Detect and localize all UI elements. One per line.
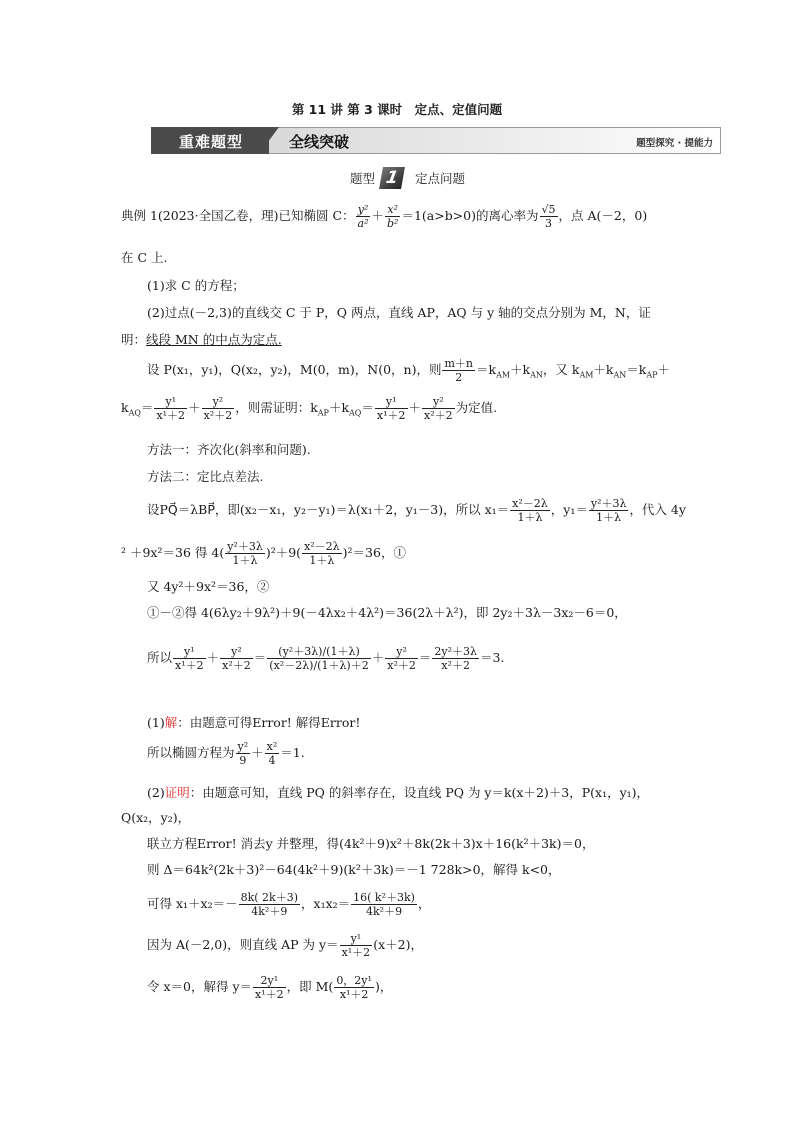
line: (1)求 C 的方程；: [147, 278, 245, 293]
line: 可得 x₁＋x₂＝－ $\frac{8k( 2k+3)}{\text{4k²＋9}}$ ，x₁x₂＝ $\frac{\text{16( k²＋3k)}}{\text{4k²＋9}}$ ，: [147, 891, 431, 918]
line: 所以 $\frac{\text{y¹}}{\text{x¹＋2}}$ ＋ $\frac{\text{y²}}{\text{x²＋2}}$ ＝ $\frac{\text{(y²＋3λ)/(1＋λ)}}{\text{(x²－2λ)/(1＋λ)＋2}}$ ＋ $\frac{\text{y²}}{\text{x²＋2}}$ ＝ $\frac{\text{2y²＋3λ}}{\text{x²＋2}}$ ＝3.: [147, 645, 505, 672]
line: (2)过点(－2,3)的直线交 C 于 P，Q 两点，直线 AP，AQ 与 y 轴的交点分别为 M，N，证: [147, 305, 651, 320]
text: ，点 A(－2，0): [558, 208, 648, 223]
line-example: 典例 1(2023·全国乙卷，理)已知椭圆 C： $\frac{\text{y²}}{\text{a²}}$ ＋ $\frac{\text{x²}}{\text{b²}}$ ＝1(a>b>0)的离心率为 $\frac{√5}{3}$ ，点 A(－2，0): [121, 203, 648, 230]
question-type-heading: [350, 167, 465, 189]
section-banner: [151, 127, 721, 154]
question-type-prefix: 题型: [350, 171, 376, 186]
banner-label-mid: 全线突破: [289, 133, 350, 151]
fraction: $\frac{\text{x²}}{\text{b²}}$: [387, 203, 399, 230]
banner-notch: [259, 127, 279, 154]
text: 典例 1(2023·全国乙卷，理)已知椭圆 C：: [121, 208, 355, 223]
text: ＝1(a>b>0)的离心率为: [401, 208, 539, 223]
line: 联立方程Error! 消去y 并整理，得(4k²＋9)x²＋8k(2k＋3)x＋16(k²＋3k)＝0，: [147, 836, 595, 851]
line: (1)解：由题意可得Error! 解得Error!: [147, 715, 361, 730]
fraction: $\frac{\text{y²}}{\text{a²}}$: [357, 203, 369, 230]
line: ①－②得 4(6λy₂＋9λ²)＋9(－4λx₂＋4λ²)＝36(2λ＋λ²)，即 2y₂＋3λ－3x₂－6＝0，: [147, 605, 627, 620]
line: 所以椭圆方程为 $\frac{\text{y²}}{9}$ ＋ $\frac{\text{x²}}{4}$ ＝1.: [147, 740, 305, 767]
line: 因为 A(－2,0)，则直线 AP 为 y＝ $\frac{\text{y¹}}{\text{x¹＋2}}$ (x＋2)，: [147, 932, 423, 959]
line: (2)证明：由题意可知，直线 PQ 的斜率存在，设直线 PQ 为 y＝k(x＋2)＋3，P(x₁，y₁)，: [147, 785, 650, 800]
line: 设PQ⃗＝λBP⃗，即(x₂－x₁，y₂－y₁)＝λ(x₁＋2，y₁－3)，所以 x₁＝ $\frac{\text{x²－2λ}}{1+\lambda}$ ，y₁＝ $\frac{\text{y²＋3λ}}{1+\lambda}$ ，代入 4y: [147, 497, 686, 524]
line: $k_{AQ}=$ $\frac{\text{y¹}}{\text{x¹＋2}}$ ＋ $\frac{\text{y²}}{\text{x²＋2}}$ ，则需证明：$k_{AP}+k_{AQ}=$ $\frac{\text{y¹}}{\text{x¹＋2}}$ ＋ $\frac{\text{y²}}{\text{x²＋2}}$ 为定值.: [121, 395, 498, 422]
line: 设 P(x₁，y₁)，Q(x₂，y₂)，M(0，m)，N(0，n)，则 $\frac{m+n}{2}$ $=k_{AM}+k_{AN}$，又 $k_{AM}+k_{AN}=k_{AP}+$: [147, 357, 671, 384]
line: 则 Δ＝64k²(2k＋3)²－64(4k²＋9)(k²＋3k)＝－1 728k>0，解得 k<0，: [147, 862, 561, 877]
line: 又 4y²＋9x²＝36，②: [147, 579, 270, 594]
solution-label: 解: [164, 715, 178, 730]
question-type-number-badge: 1: [379, 167, 405, 189]
line: ² ＋9x²＝36 得 4( $\frac{\text{y²＋3λ}}{1+\lambda}$ )²＋9( $\frac{\text{x²－2λ}}{1+\lambda}$ )²＝36，①: [121, 540, 406, 567]
banner-label-left: 重难题型: [179, 133, 244, 151]
proof-label: 证明: [164, 785, 190, 800]
line: 在 C 上.: [121, 250, 168, 265]
line: 方法一：齐次化(斜率和问题).: [147, 442, 311, 457]
line: 明：线段 MN 的中点为定点.: [121, 332, 282, 347]
line: 令 x＝0，解得 y＝ $\frac{\text{2y¹}}{\text{x¹＋2}}$ ，即 M( $\frac{\text{0，2y¹}}{\text{x¹＋2}}$ )，: [147, 974, 393, 1001]
underlined-text: 线段 MN 的中点为定点.: [146, 332, 282, 347]
banner-label-right: 题型探究 · 提能力: [636, 138, 713, 149]
line: Q(x₂，y₂)，: [121, 810, 191, 825]
fraction: $\frac{√5}{3}$: [541, 203, 556, 230]
line: 方法二：定比点差法.: [147, 469, 264, 484]
page-title: 第 11 讲 第 3 课时 定点、定值问题: [291, 102, 503, 117]
question-type-label: 定点问题: [415, 171, 466, 186]
